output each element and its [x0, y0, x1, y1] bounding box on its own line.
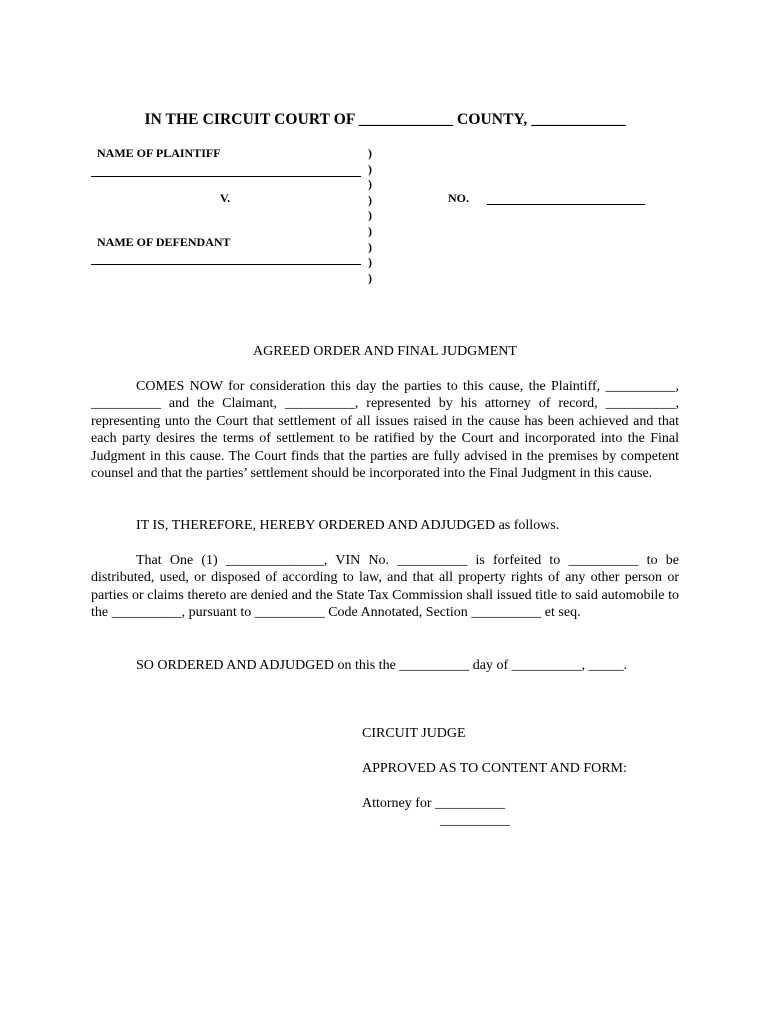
- versus-label: V.: [220, 191, 231, 205]
- defendant-name-line: [91, 264, 361, 265]
- attorney-second-line: __________: [440, 813, 510, 828]
- caption-paren: ): [368, 208, 372, 223]
- so-ordered-paragraph: SO ORDERED AND ADJUDGED on this the __________ day of __________, _____.: [136, 658, 628, 673]
- caption-paren: ): [368, 146, 372, 160]
- case-number-line: [487, 204, 645, 205]
- recitals-paragraph: COMES NOW for consideration this day the parties to this cause, the Plaintiff, __________, __________ and the Claimant, __________, represented by his attorney of record, __________, representing unto the Court that settlement of all issues raised in the cause has been achieved and that each party desires the terms of settlement to be ratified by the Court and incorporated into the Final Judgment in this cause. The Court finds that the parties are fully advised in the premises by competent counsel and that the parties’ settlement should be incorporated into the Final Judgment in this cause.: [91, 379, 679, 482]
- court-heading: IN THE CIRCUIT COURT OF ____________ COUNTY, ____________: [144, 111, 626, 128]
- document-title: AGREED ORDER AND FINAL JUDGMENT: [253, 344, 517, 359]
- plaintiff-label: NAME OF PLAINTIFF: [97, 146, 221, 160]
- circuit-judge-label: CIRCUIT JUDGE: [362, 726, 466, 741]
- caption-paren: ): [368, 177, 372, 192]
- forfeiture-paragraph: That One (1) ______________, VIN No. __________ is forfeited to __________ to be distributed, used, or disposed of according to law, and that all property rights of any other person or parties or claims thereto are denied and the State Tax Commission shall issued title to said automobile to the __________, pursuant to __________ Code Annotated, Section __________ et seq.: [91, 553, 679, 621]
- caption-paren: ): [368, 223, 372, 238]
- caption-paren: ): [368, 161, 372, 176]
- plaintiff-name-line: [91, 176, 361, 177]
- attorney-for-label: Attorney for __________: [362, 796, 506, 811]
- caption-parenthesis-column: [368, 146, 372, 286]
- defendant-label: NAME OF DEFENDANT: [97, 235, 231, 249]
- approved-label: APPROVED AS TO CONTENT AND FORM:: [362, 761, 627, 776]
- caption-paren: ): [368, 270, 372, 285]
- caption-paren: ): [368, 255, 372, 270]
- case-number-label: NO.: [448, 191, 469, 205]
- caption-paren: ): [368, 239, 372, 254]
- caption-paren: ): [368, 192, 372, 207]
- ordered-paragraph: IT IS, THEREFORE, HEREBY ORDERED AND ADJUDGED as follows.: [136, 518, 560, 533]
